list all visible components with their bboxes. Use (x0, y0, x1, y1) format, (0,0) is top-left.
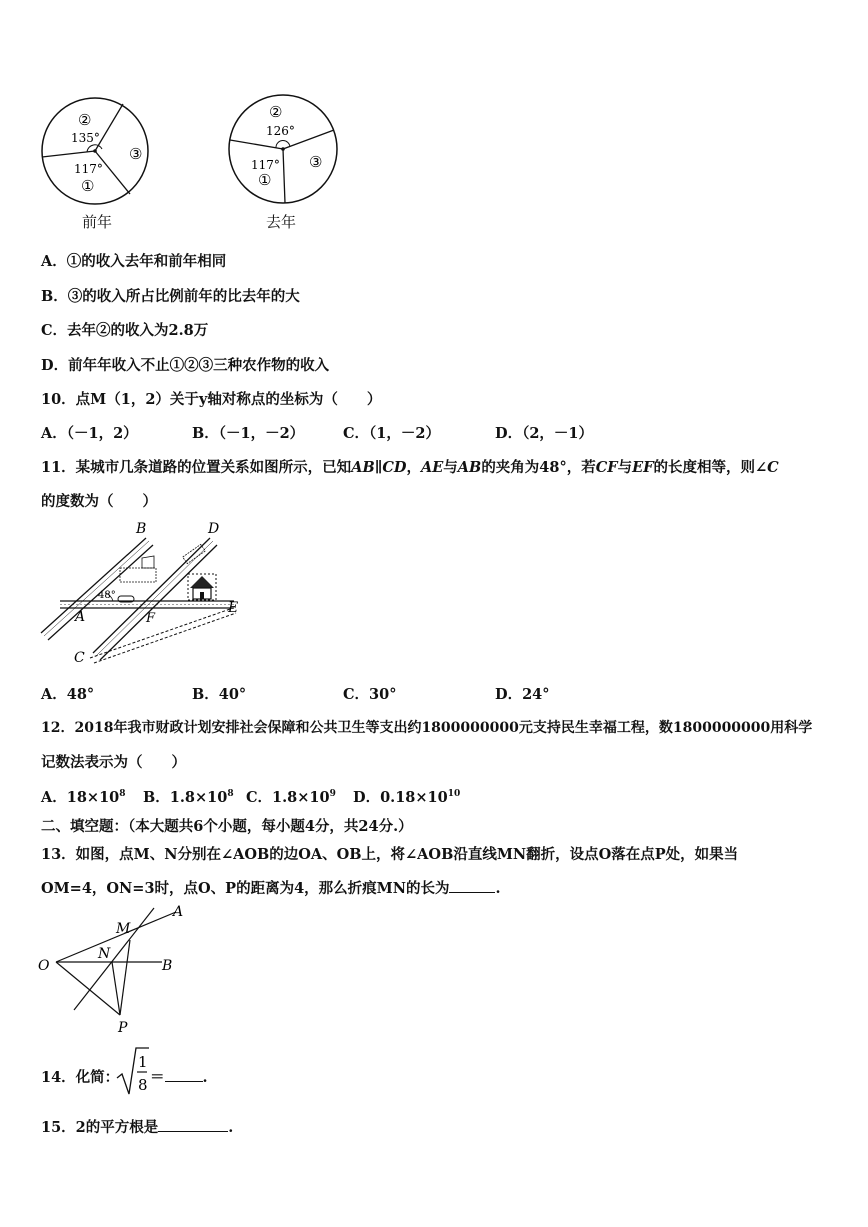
q12-option-c-label: C．1.8×10 (246, 789, 330, 806)
q12-option-a (41, 786, 126, 807)
q11-stem-prefix: 11．某城市几条道路的位置关系如图所示，已知 (41, 459, 352, 476)
q12-option-c (246, 786, 336, 807)
q11-with: 与 (443, 459, 458, 476)
q12-option-b-label: B．1.8×10 (143, 789, 228, 806)
q14-answer-area (150, 1066, 208, 1087)
pie-left-label-2: ② (78, 111, 92, 129)
q12-option-a-exp: 8 (119, 789, 126, 800)
q14-denominator: 8 (138, 1076, 148, 1094)
q13-label-a: A (173, 904, 184, 920)
q11-label-b: B (136, 521, 147, 537)
q12-option-c-exp: 9 (329, 789, 336, 800)
q13-answer-blank[interactable] (449, 878, 495, 893)
q9-option-b: B．③的收入所占比例前年的比去年的大 (41, 288, 300, 305)
q11-label-f: F (146, 611, 156, 626)
q11-c: C (767, 459, 779, 476)
q11-and: 与 (617, 459, 633, 476)
q13-label-n: N (98, 946, 111, 962)
q11-label-e: E (228, 600, 239, 616)
q9-option-a: A．①的收入去年和前年相同 (41, 253, 227, 270)
q11-label-d: D (208, 521, 220, 537)
q11-option-c: C．30° (343, 686, 397, 703)
q13-label-p: P (118, 1020, 128, 1036)
q11-label-c: C (74, 650, 85, 666)
q10-option-a: A．（－1，2） (41, 425, 138, 442)
pie-chart-left (38, 96, 158, 206)
q11-ae: AE (420, 459, 444, 476)
q11-road-figure (38, 518, 258, 666)
q11-sep1: ， (406, 459, 421, 476)
q13-label-o: O (38, 958, 50, 974)
q13-stem-line2-suffix: . (495, 880, 501, 897)
q12-option-b-exp: 8 (227, 789, 234, 800)
q14-suffix: . (202, 1069, 208, 1086)
q11-stem-line1 (41, 456, 779, 477)
q11-option-d: D．24° (495, 686, 550, 703)
q15-prefix: 15．2的平方根是 (41, 1119, 159, 1136)
q11-ab: AB (457, 459, 482, 476)
q11-label-a: A (75, 609, 86, 625)
q14-equals: ＝ (150, 1069, 165, 1086)
q14-sqrt-fraction (114, 1044, 150, 1100)
pie-right-divider-3 (283, 149, 285, 203)
pie-right-caption: 去年 (266, 213, 297, 231)
q11-tail: 的长度相等，则∠ (653, 459, 768, 476)
pie-right-label-1: ① (258, 171, 272, 189)
pie-left-label-1: ① (81, 177, 95, 195)
q13-label-m: M (116, 921, 131, 937)
q14-answer-blank[interactable] (165, 1067, 203, 1082)
q12-option-a-label: A．18×10 (41, 789, 120, 806)
q14-numerator: 1 (138, 1053, 148, 1071)
q10-option-c: C．（1，－2） (343, 425, 440, 442)
pie-left-angle-135: 135° (71, 131, 100, 145)
q12-option-b (143, 786, 234, 807)
q15-suffix: . (228, 1119, 234, 1136)
q11-option-b: B．40° (192, 686, 247, 703)
q12-option-d-exp: 10 (447, 789, 461, 800)
q10-option-b: B．（－1，－2） (192, 425, 305, 442)
q14-prefix: 14．化简： (41, 1069, 120, 1086)
q9-option-c: C．去年②的收入为2.8万 (41, 322, 209, 339)
q13-label-b: B (162, 958, 173, 974)
pie-chart-right (226, 92, 346, 207)
pie-right-angle-126: 126° (266, 124, 295, 138)
pie-left-label-3: ③ (129, 145, 143, 163)
q11-ab-parallel-cd: AB∥CD (351, 459, 407, 476)
q12-option-d (353, 786, 460, 807)
section-2-heading: 二、填空题：（本大题共6个小题，每小题4分，共24分.） (41, 818, 413, 835)
pie-right-angle-117: 117° (251, 158, 280, 172)
q13-stem-line2 (41, 877, 501, 898)
pie-left-angle-117: 117° (74, 162, 103, 176)
q15-answer-blank[interactable] (158, 1117, 228, 1132)
q12-stem-line1: 12．2018年我市财政计划安排社会保障和公共卫生等支出约1800000000元支持民生幸福工程，数1800000000用科学 (41, 720, 813, 736)
q13-stem-line2-text: OM=4，ON=3时，点O、P的距离为4，那么折痕MN的长为 (41, 880, 450, 897)
q15-stem (41, 1116, 233, 1137)
q12-option-d-label: D．0.18×10 (353, 789, 448, 806)
pie-right-label-2: ② (269, 103, 283, 121)
pie-right-label-3: ③ (309, 153, 323, 171)
q12-stem-line2: 记数法表示为（ ） (41, 754, 186, 771)
pie-right-divider-2 (230, 140, 283, 149)
q11-angle-text: 的夹角为48°，若 (481, 459, 596, 476)
q11-ef: EF (632, 459, 654, 476)
q11-option-a: A．48° (41, 686, 95, 703)
q13-fold-figure (36, 900, 196, 1038)
q10-stem: 10．点M（1，2）关于y轴对称点的坐标为（ ） (41, 391, 382, 408)
q11-label-angle: 48° (98, 590, 116, 601)
pie-left-caption: 前年 (82, 213, 113, 231)
q11-stem-line2: 的度数为（ ） (41, 493, 157, 510)
q9-option-d: D．前年年收入不止①②③三种农作物的收入 (41, 357, 330, 374)
q11-cf: CF (595, 459, 618, 476)
q14-stem (41, 1066, 119, 1087)
q10-option-d: D．（2，－1） (495, 425, 594, 442)
q13-stem-line1: 13．如图，点M、N分别在∠AOB的边OA、OB上，将∠AOB沿直线MN翻折，设点O落在点P处，如果当 (41, 846, 739, 863)
